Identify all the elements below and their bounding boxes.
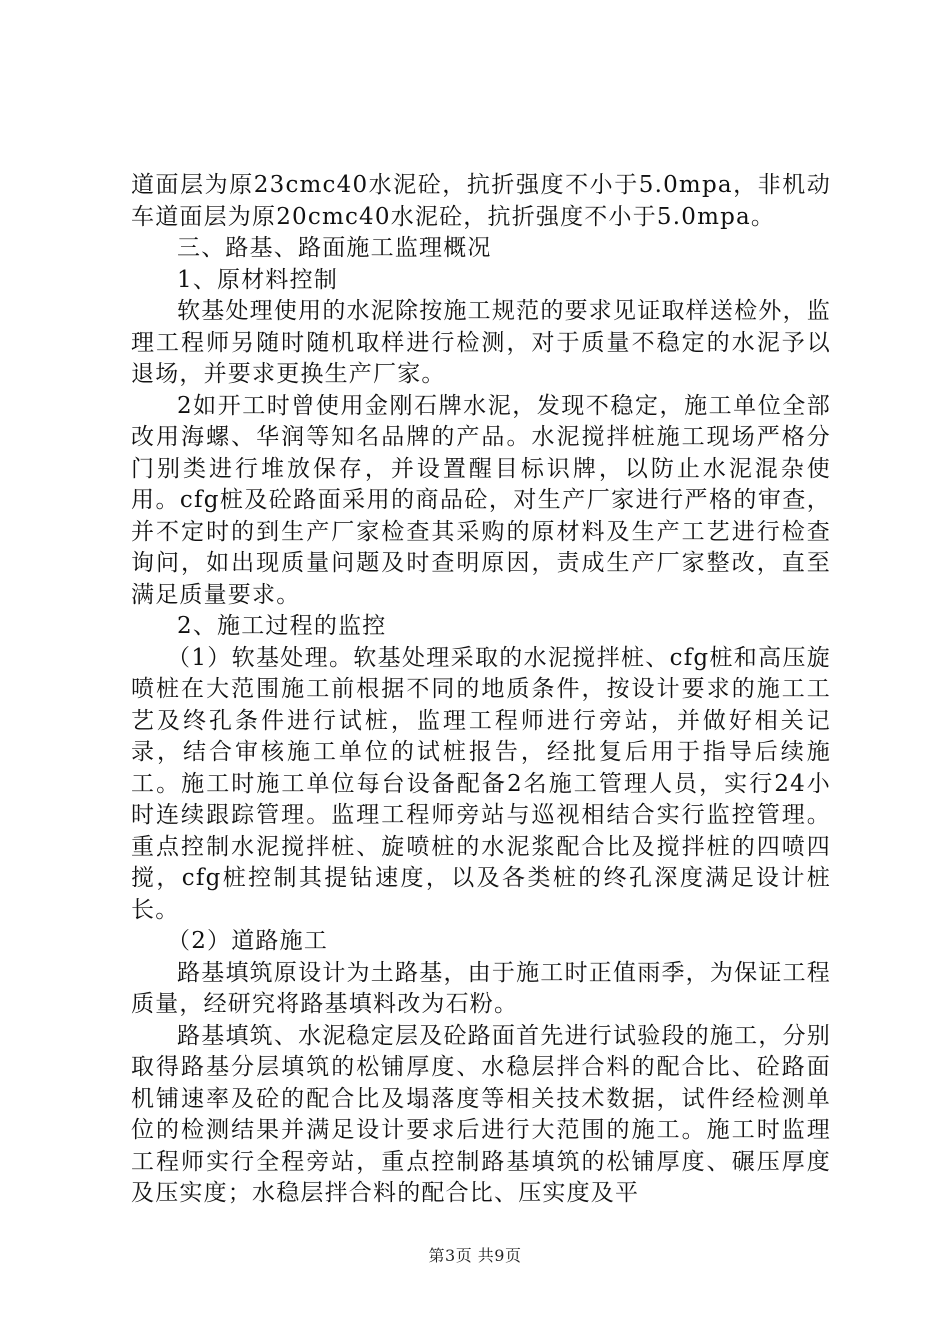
- paragraph-cement-sampling: 软基处理使用的水泥除按施工规范的要求见证取样送检外，监理工程师另随时随机取样进行检测，对于质量不稳定的水泥予以退场，并要求更换生产厂家。: [131, 298, 831, 387]
- page-number-footer: 第3页 共9页: [428, 1246, 522, 1265]
- heading-material-control: 1、原材料控制: [177, 266, 339, 293]
- heading-road-construction: （2）道路施工: [167, 928, 329, 954]
- document-body: [131, 170, 831, 1210]
- paragraph-road-surface: 道面层为原23cmc40水泥砼，抗折强度不小于5.0mpa，非机动车道面层为原20cmc40水泥砼，抗折强度不小于5.0mpa。: [131, 172, 831, 230]
- paragraph-subgrade-fill: 路基填筑原设计为土路基，由于施工时正值雨季，为保证工程质量，经研究将路基填料改为石粉。: [131, 959, 831, 1017]
- paragraph-soft-foundation: （1）软基处理。软基处理采取的水泥搅拌桩、cfg桩和高压旋喷桩在大范围施工前根据不同的地质条件，按设计要求的施工工艺及终孔条件进行试桩，监理工程师进行旁站，并做好相关记录，结合审核施工单位的试桩报告，经批复后用于指导后续施工。施工时施工单位每台设备配备2名施工管理人员，实行24小时连续跟踪管理。监理工程师旁站与巡视相结合实行监控管理。重点控制水泥搅拌桩、旋喷桩的水泥浆配合比及搅拌桩的四喷四搅，cfg桩控制其提钻速度，以及各类桩的终孔深度满足设计桩长。: [131, 644, 831, 923]
- paragraph-trial-section: 路基填筑、水泥稳定层及砼路面首先进行试验段的施工，分别取得路基分层填筑的松铺厚度、水稳层拌合料的配合比、砼路面机铺速率及砼的配合比及塌落度等相关技术数据，试件经检测单位的检测结果并满足设计要求后进行大范围的施工。施工时监理工程师实行全程旁站，重点控制路基填筑的松铺厚度、碾压厚度及压实度；水稳层拌合料的配合比、压实度及平: [131, 1022, 831, 1206]
- heading-section-three: 三、路基、路面施工监理概况: [177, 235, 492, 261]
- paragraph-cement-brands: 2如开工时曾使用金刚石牌水泥，发现不稳定，施工单位全部改用海螺、华润等知名品牌的产品。水泥搅拌桩施工现场严格分门别类进行堆放保存，并设置醒目标识牌，以防止水泥混杂使用。cfg桩及砼路面采用的商品砼，对生产厂家进行严格的审查，并不定时的到生产厂家检查其采购的原材料及生产工艺进行检查询问，如出现质量问题及时查明原因，责成生产厂家整改，直至满足质量要求。: [131, 392, 831, 608]
- heading-process-control: 2、施工过程的监控: [177, 613, 387, 639]
